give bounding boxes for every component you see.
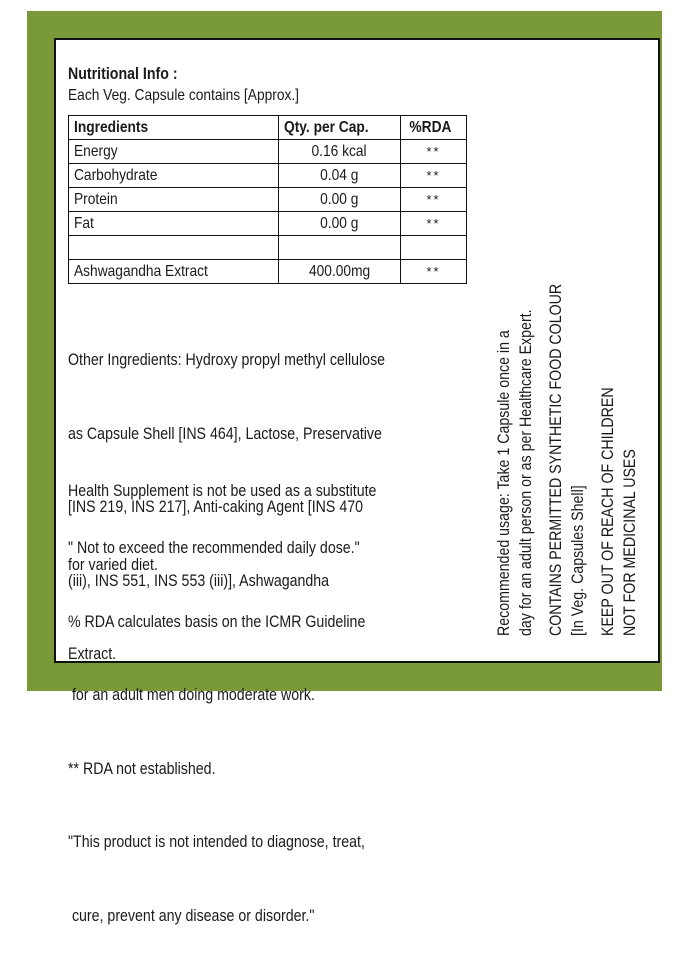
table-row bbox=[69, 212, 467, 236]
row-rda: ** bbox=[401, 212, 467, 236]
row-name: Energy bbox=[69, 140, 279, 164]
row-qty: 0.04 g bbox=[279, 164, 401, 188]
table-header-row bbox=[69, 116, 467, 140]
row-rda: ** bbox=[401, 188, 467, 212]
usage-line: Recommended usage: Take 1 Capsule once in a bbox=[495, 330, 513, 636]
health-supplement-note: Health Supplement is not be used as a substitute for varied diet. bbox=[68, 482, 377, 574]
header-rda: %RDA bbox=[401, 116, 467, 140]
row-qty bbox=[279, 236, 401, 260]
row-name: Protein bbox=[69, 188, 279, 212]
table-row bbox=[69, 188, 467, 212]
nutrition-header bbox=[68, 64, 337, 107]
row-name: Fat bbox=[69, 212, 279, 236]
row-qty: 0.16 kcal bbox=[279, 140, 401, 164]
row-name: Carbohydrate bbox=[69, 164, 279, 188]
usage-line: day for an adult person or as per Healthcare Expert. bbox=[517, 309, 535, 636]
nutrition-title: Nutritional Info : bbox=[68, 65, 178, 83]
row-rda bbox=[401, 236, 467, 260]
row-qty: 0.00 g bbox=[279, 212, 401, 236]
table-row bbox=[69, 260, 467, 284]
header-qty: Qty. per Cap. bbox=[279, 116, 401, 140]
food-colour-line: CONTAINS PERMITTED SYNTHETIC FOOD COLOUR bbox=[547, 283, 565, 636]
row-rda: ** bbox=[401, 140, 467, 164]
header-ingredients: Ingredients bbox=[69, 116, 279, 140]
medicinal-warning-line: NOT FOR MEDICINAL USES bbox=[621, 449, 639, 636]
disclaimers: " Not to exceed the recommended daily dose." % RDA calculates basis on the ICMR Guideline for an adult men doing moderate work. ** RDA not established. "This product is not intended to diagnose, treat, cure, prevent any disease or disorder." bbox=[68, 539, 366, 925]
row-qty: 400.00mg bbox=[279, 260, 401, 284]
row-rda: ** bbox=[401, 260, 467, 284]
table-row-empty bbox=[69, 236, 467, 260]
row-name: Ashwagandha Extract bbox=[69, 260, 279, 284]
other-ingredients: Other Ingredients: Hydroxy propyl methyl cellulose as Capsule Shell [INS 464], Lactose, Preservative [INS 219, INS 217], Anti-caking Agent [INS 470 (iii), INS 551, INS 553 (iii)], Ashwagandha Extract. bbox=[68, 351, 386, 663]
capsule-shell-line: [In Veg. Capsules Shell] bbox=[569, 485, 587, 636]
row-name bbox=[69, 236, 279, 260]
children-warning-line: KEEP OUT OF REACH OF CHILDREN bbox=[599, 387, 617, 636]
nutrition-table bbox=[68, 115, 467, 284]
row-rda: ** bbox=[401, 164, 467, 188]
table-row bbox=[69, 140, 467, 164]
nutrition-subtitle: Each Veg. Capsule contains [Approx.] bbox=[68, 87, 300, 104]
row-qty: 0.00 g bbox=[279, 188, 401, 212]
table-row bbox=[69, 164, 467, 188]
side-usage-text bbox=[493, 176, 641, 636]
